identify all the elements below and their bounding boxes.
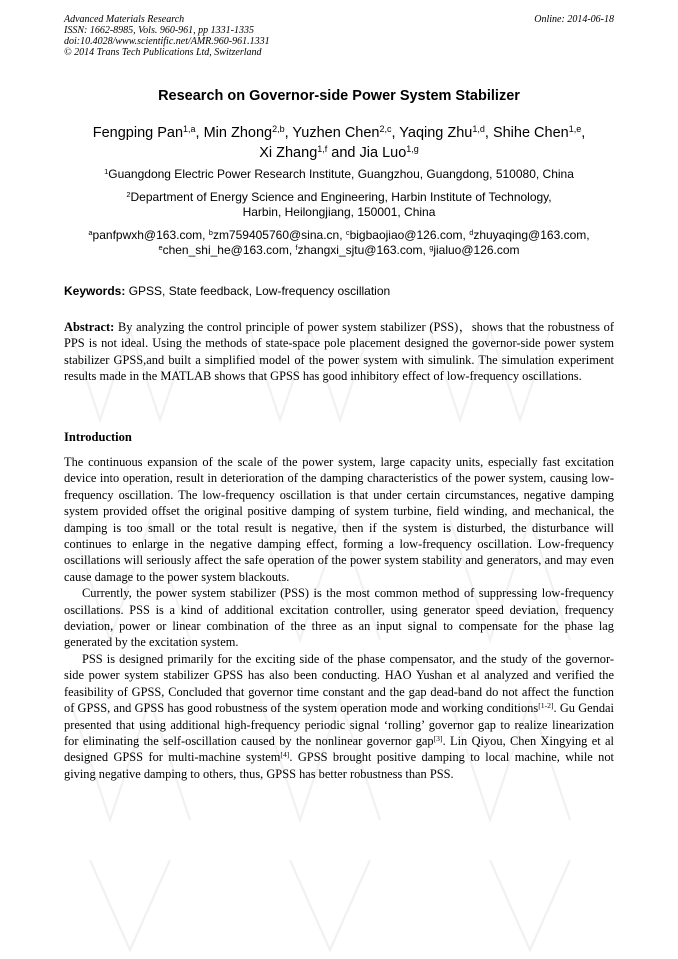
journal-header [64, 14, 270, 58]
keywords-label: Keywords: [64, 284, 126, 298]
email-sep: , [288, 243, 296, 257]
paragraph-text: . GPSS brought positive damping to local machine, while not giving negative damping to others, thus, GPSS has better robustness than PSS. [64, 750, 614, 781]
citation: [4] [280, 750, 290, 760]
email-address: panfpwxh@163.com [92, 228, 203, 242]
affiliation-text: Guangdong Electric Power Research Institute, Guangzhou, Guangdong, 510080, China [108, 167, 574, 181]
author-sep: , [581, 125, 586, 141]
doi-line: doi:10.4028/www.scientific.net/AMR.960-961.1331 [64, 36, 270, 47]
email-sep: , [422, 243, 430, 257]
author-name: Xi Zhang [259, 145, 318, 161]
email-sep: , [339, 228, 346, 242]
citation: [1-2] [538, 700, 554, 710]
email-address: zhuyaqing@163.com [473, 228, 587, 242]
affiliation-text: Harbin, Heilongjiang, 150001, China [242, 205, 436, 219]
email-sup: a [88, 227, 93, 237]
email-list [44, 228, 634, 258]
affiliation-text: Department of Energy Science and Engineering, Harbin Institute of Technology, [130, 190, 552, 204]
author-sup: 1,d [472, 124, 485, 135]
author-sep: , [195, 125, 204, 141]
paragraph-text: . Lin Qiyou, Chen Xingying et al designed GPSS for multi-machine system [64, 733, 614, 765]
paragraph-text: PSS is designed primarily for the exciting side of the phase compensator, and the study of the governor-side power system stabilizer GPSS has also been conducting. HAO Yushan et al analyzed and verified the feasibility of GPSS, Concluded that governor time constant and the gap dead-band do not affect the function of GPSS, and GPSS has good robustness of the system operation mode and working conditions [64, 651, 614, 716]
author-sup: 1,f [317, 144, 328, 155]
abstract-text: By analyzing the control principle of power system stabilizer (PSS)，shows that the robustness of PPS is not ideal. Using the methods of state-space pole placement designed the governor-side power system stabilizer GPSS,and built a simplified model of the power system with simulink. The simulation experiment results made in the MATLAB shows that GPSS has good inhibitory effect of low-frequency oscillations. [64, 320, 615, 384]
abstract-label: Abstract: [64, 320, 115, 334]
paragraph: Currently, the power system stabilizer (PSS) is the most common method of suppressing low-frequency oscillations. PSS is a kind of additional excitation controller, using generator speed deviation, frequency deviation, power or linear combination of the three as an input signal to compensate for the phase lag generated by the excitation system. [64, 586, 614, 650]
author-sep: , [484, 125, 493, 141]
author-sep: , [391, 125, 400, 141]
email-address: chen_shi_he@163.com [162, 243, 289, 257]
email-sep: , [202, 228, 209, 242]
email-sup: b [208, 227, 213, 237]
author-sup: 2,b [272, 124, 285, 135]
issn-line: ISSN: 1662-8985, Vols. 960-961, pp 1331-1335 [64, 25, 254, 36]
affiliation-sup: 1 [104, 166, 109, 176]
affiliation-2 [44, 190, 634, 220]
author-name: Jia Luo [359, 145, 407, 161]
email-address: bigbaojiao@126.com [349, 228, 463, 242]
author-name: Fengping Pan [92, 125, 184, 141]
email-sup: f [295, 242, 298, 252]
email-sup: d [469, 227, 474, 237]
author-name: Shihe Chen [492, 125, 569, 141]
paragraph [64, 651, 614, 782]
affiliation-sup: 2 [126, 189, 131, 199]
paragraph-text: . Gu Gendai presented that using additional high-frequency periodic signal ‘rolling’ governor gap to realize linearization for eliminating the self-oscillation caused by the nonlinear governor gap [64, 701, 614, 748]
author-sup: 1,e [568, 124, 582, 135]
online-date: Online: 2014-06-18 [534, 14, 614, 25]
keywords-text: GPSS, State feedback, Low-frequency oscillation [128, 284, 391, 298]
paragraph: The continuous expansion of the scale of the power system, large capacity units, especially fast excitation device into operation, result in deterioration of the damping characteristics of the power system, causing low-frequency oscillation. The low-frequency oscillation is that under certain circumstances, negative damping system provided offset the original positive damping of system turbine, field winding, and mechanical, the damping is too small or the total result is negative, then if the system is disturbed, the disturbance will continues to enlarge in the negative damping effect, forming a low-frequency oscillation. Low-frequency oscillations will seriously affect the safe operation of the power system stability and generators, and may even cause damage to the power system blackouts. [64, 455, 614, 584]
abstract [64, 319, 614, 385]
copyright-line: © 2014 Trans Tech Publications Ltd, Switzerland [64, 47, 262, 58]
email-sep: , [462, 228, 470, 242]
author-name: Yuzhen Chen [292, 125, 380, 141]
paper-title: Research on Governor-side Power System Stabilizer [158, 88, 520, 104]
email-sep: , [586, 228, 590, 242]
author-sep: and [327, 145, 360, 161]
author-sup: 1,a [183, 124, 196, 135]
author-sup: 2,c [379, 124, 392, 135]
keywords [64, 284, 390, 298]
email-address: jialuo@126.com [433, 243, 520, 257]
email-address: zm759405760@sina.cn [212, 228, 340, 242]
introduction-body [64, 454, 614, 782]
section-heading-introduction: Introduction [64, 430, 132, 444]
journal-name: Advanced Materials Research [64, 14, 185, 25]
author-name: Yaqing Zhu [399, 125, 473, 141]
email-sup: e [158, 242, 163, 252]
affiliation-1 [44, 167, 634, 182]
email-address: zhangxi_sjtu@163.com [297, 243, 423, 257]
author-sep: , [284, 125, 293, 141]
author-name: Min Zhong [203, 125, 273, 141]
author-sup: 1,g [406, 144, 419, 155]
email-sup: g [429, 242, 434, 252]
citation: [3] [433, 733, 443, 743]
author-list [44, 123, 634, 163]
email-sup: c [345, 227, 350, 237]
